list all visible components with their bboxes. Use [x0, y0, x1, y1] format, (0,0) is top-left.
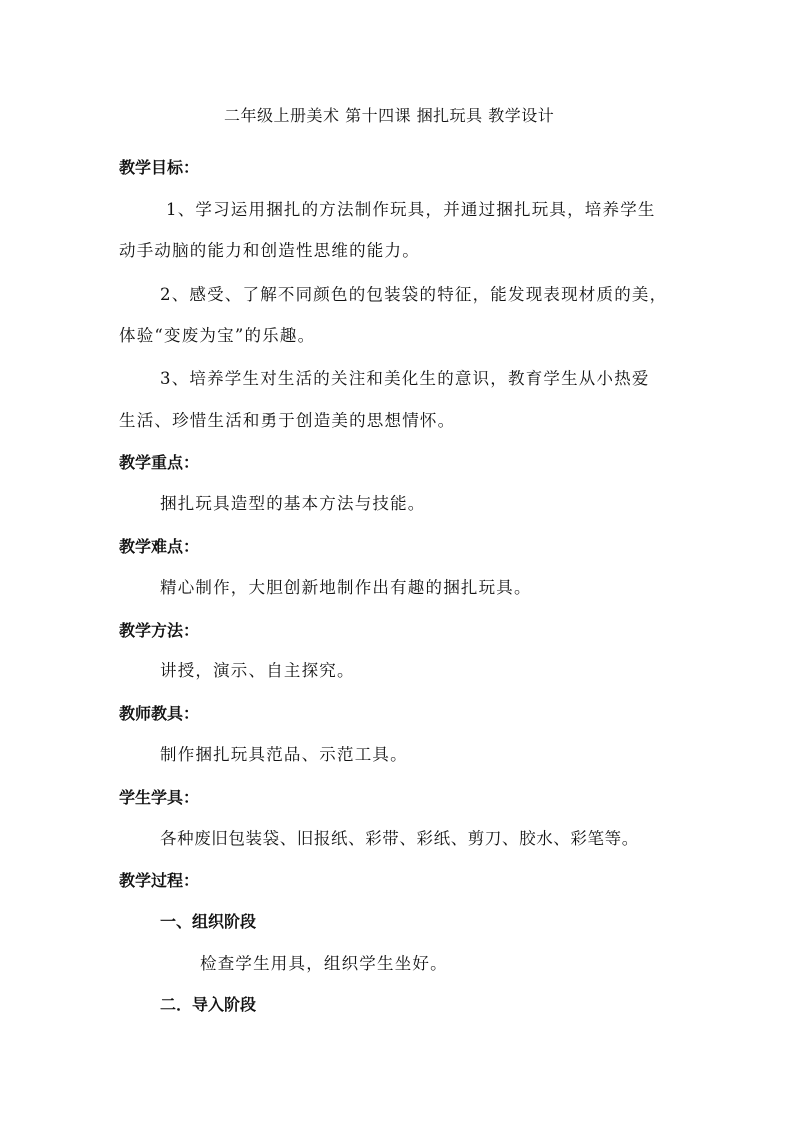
objective-3-line-2: 生活、珍惜生活和勇于创造美的思想情怀。 [119, 411, 456, 430]
process-heading: 教学过程： [119, 871, 200, 890]
teacher-tools-heading: 教师教具： [119, 704, 200, 723]
stage-1-text: 检查学生用具，组织学生坐好。 [200, 954, 448, 973]
difficulties-heading: 教学难点： [119, 537, 200, 556]
difficulties-text: 精心制作，大胆创新地制作出有趣的捆扎玩具。 [160, 578, 532, 597]
objectives-heading: 教学目标： [119, 158, 200, 177]
objective-2-line-2: 体验“变废为宝”的乐趣。 [119, 326, 316, 345]
student-tools-text: 各种废旧包装袋、旧报纸、彩带、彩纸、剪刀、胶水、彩笔等。 [160, 829, 639, 848]
stage-2-title: 二．导入阶段 [160, 995, 257, 1014]
student-tools-heading: 学生学具： [119, 788, 200, 807]
page-title: 二年级上册美术 第十四课 捆扎玩具 教学设计 [224, 106, 555, 125]
stage-1-title: 一、组织阶段 [160, 912, 257, 931]
objective-1-line-1: 1、学习运用捆扎的方法制作玩具，并通过捆扎玩具，培养学生 [166, 200, 656, 219]
teacher-tools-text: 制作捆扎玩具范品、示范工具。 [160, 745, 408, 764]
methods-heading: 教学方法： [119, 621, 200, 640]
key-points-heading: 教学重点： [119, 453, 200, 472]
objective-1-line-2: 动手动脑的能力和创造性思维的能力。 [119, 241, 420, 260]
key-points-text: 捆扎玩具造型的基本方法与技能。 [160, 494, 426, 513]
objective-3-line-1: 3、培养学生对生活的关注和美化生的意识，教育学生从小热爱 [160, 369, 650, 388]
objective-2-line-1: 2、感受、了解不同颜色的包装袋的特征，能发现表现材质的美， [160, 285, 668, 304]
methods-text: 讲授，演示、自主探究。 [160, 661, 355, 680]
